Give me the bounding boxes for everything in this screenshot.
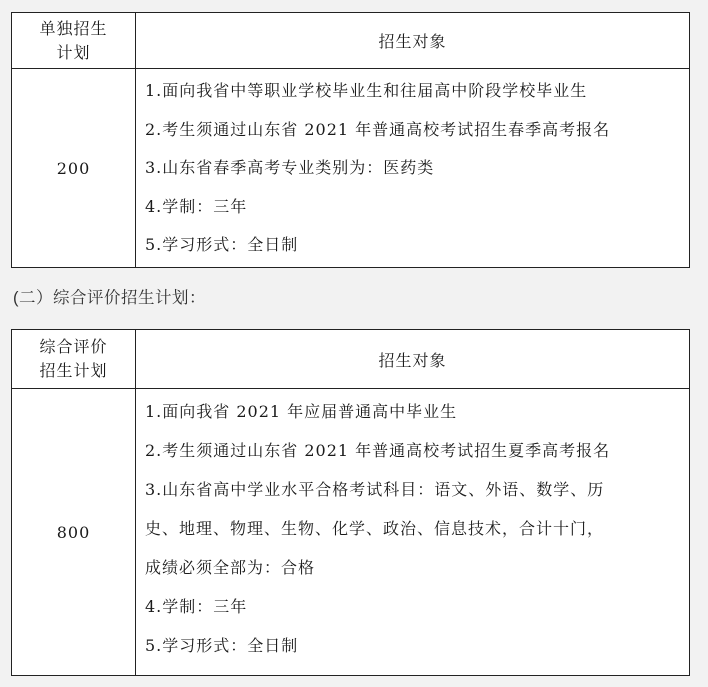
- comprehensive-evaluation-table: [11, 329, 690, 676]
- plan-count-cell: 200: [12, 69, 136, 268]
- header-plan-cell: [12, 330, 136, 389]
- header-plan-line: 综合评价: [39, 337, 108, 356]
- table-row: [12, 389, 690, 676]
- plan-count-cell: 800: [12, 389, 136, 676]
- table-header-row: [12, 13, 690, 69]
- target-items-cell: [136, 69, 690, 268]
- header-plan-line: 计划: [56, 42, 91, 62]
- list-item: 1.面向我省中等职业学校毕业生和往届高中阶段学校毕业生: [145, 81, 588, 100]
- list-item: 1.面向我省 2021 年应届普通高中毕业生: [145, 402, 458, 421]
- list-item: 2.考生须通过山东省 2021 年普通高校考试招生春季高考报名: [145, 119, 611, 139]
- target-items-cell: [136, 389, 690, 676]
- list-item: 5.学习形式：全日制: [145, 235, 299, 255]
- header-target-cell: 招生对象: [136, 330, 690, 389]
- table-row: [12, 69, 690, 268]
- header-plan-line: 招生计划: [39, 361, 108, 380]
- header-plan-line: 单独招生: [39, 18, 108, 38]
- table-header-row: [12, 330, 690, 389]
- list-item: 成绩必须全部为：合格: [145, 558, 316, 577]
- list-item: 3.山东省高中学业水平合格考试科目：语文、外语、数学、历: [145, 480, 605, 499]
- single-enrollment-table: [11, 12, 690, 268]
- list-item: 4.学制：三年: [145, 597, 248, 616]
- list-item: 4.学制：三年: [145, 196, 248, 216]
- list-item: 史、地理、物理、生物、化学、政治、信息技术，合计十门，: [145, 519, 605, 538]
- header-target-cell: 招生对象: [136, 13, 690, 69]
- list-item: 5.学习形式：全日制: [145, 636, 299, 655]
- list-item: 3.山东省春季高考专业类别为：医药类: [145, 158, 435, 178]
- section-heading: (二）综合评价招生计划：: [13, 289, 206, 307]
- list-item: 2.考生须通过山东省 2021 年普通高校考试招生夏季高考报名: [145, 441, 611, 460]
- header-plan-cell: [12, 13, 136, 69]
